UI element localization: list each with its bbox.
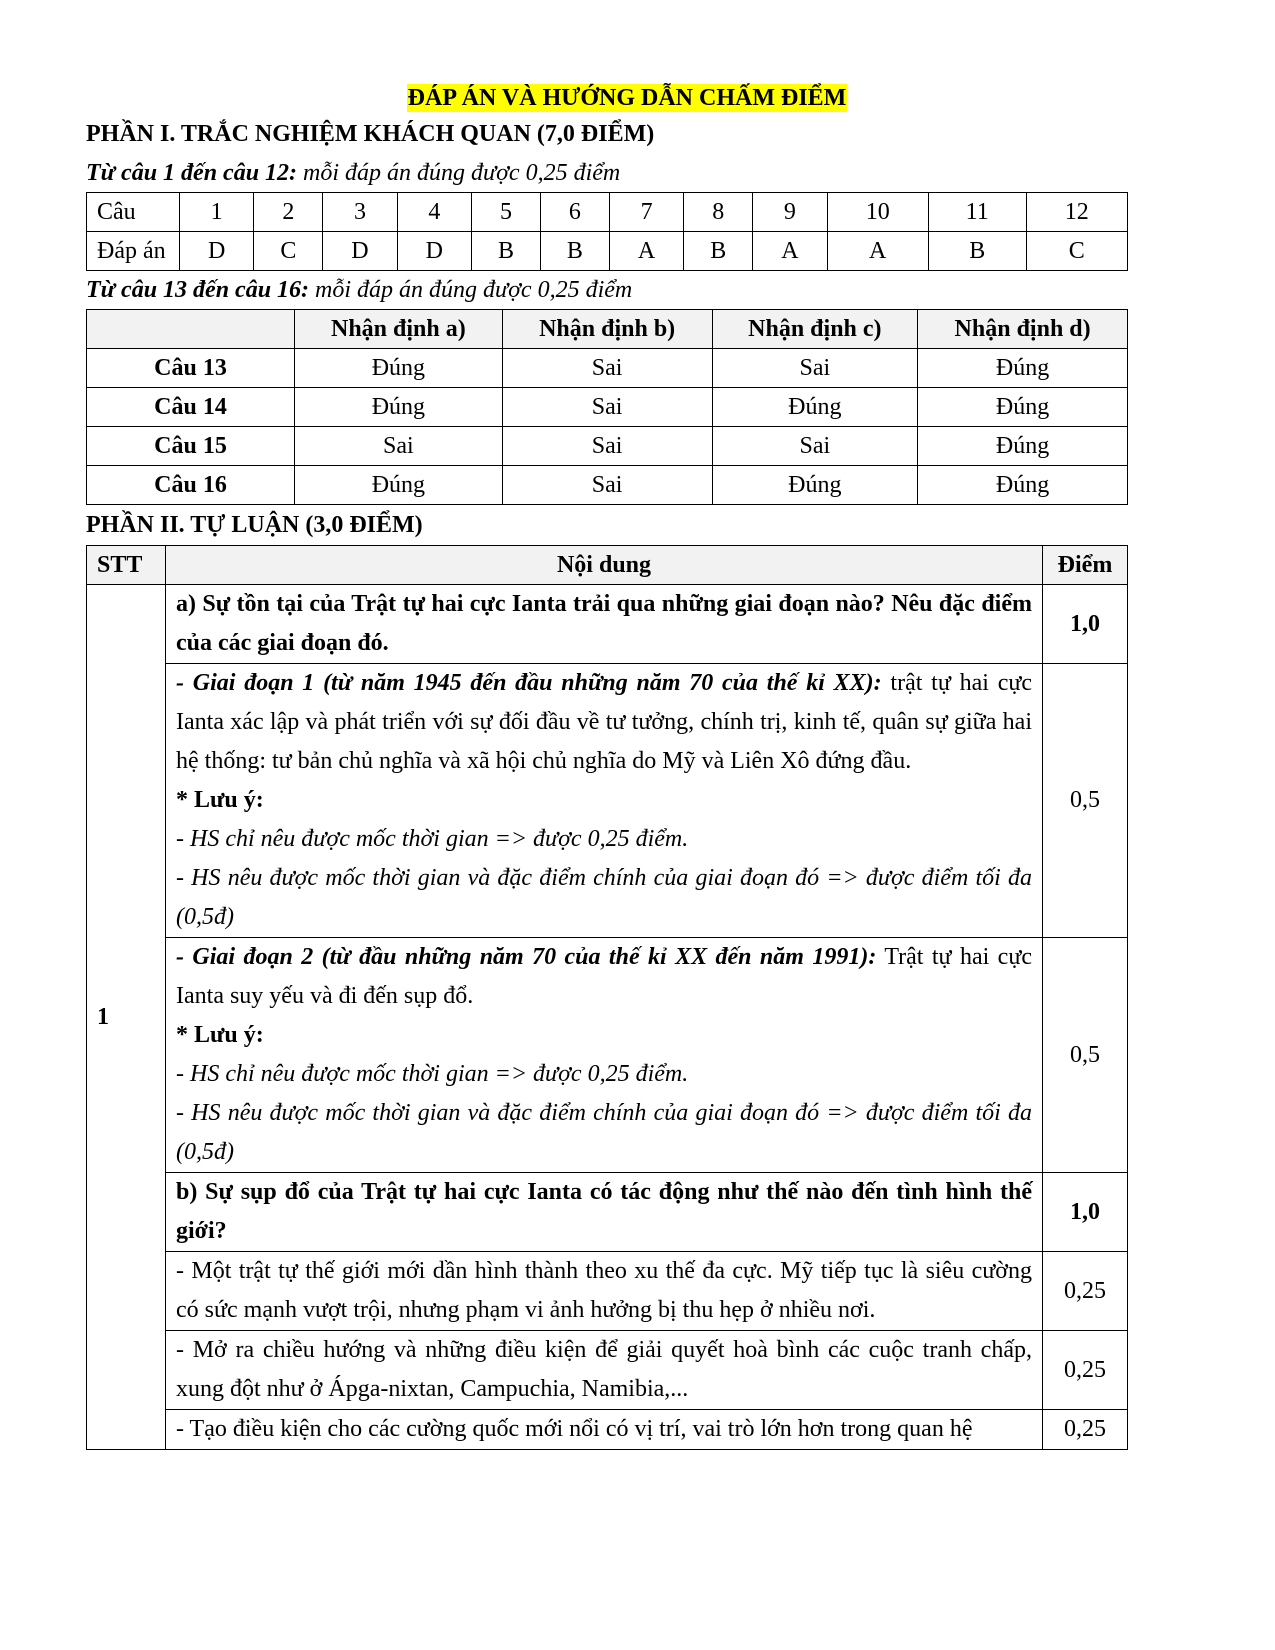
rubric-row-impact-2 — [87, 1331, 1128, 1410]
answer-cell: Đúng — [918, 388, 1128, 427]
rubric-row-impact-1 — [87, 1252, 1128, 1331]
rubric-row-question-b — [87, 1173, 1128, 1252]
answer-cell: C — [1026, 232, 1127, 271]
answer-cell: Đúng — [918, 466, 1128, 505]
question-number: 3 — [323, 193, 397, 232]
impact-text: - Mở ra chiều hướng và những điều kiện để giải quyết hoà bình các cuộc tranh chấp, xung đột như ở Ápga-nixtan, Campuchia, Namibia,... — [166, 1331, 1043, 1410]
question-number: 9 — [753, 193, 827, 232]
question-number: 2 — [254, 193, 323, 232]
stage-2-lead: - Giai đoạn 2 (từ đầu những năm 70 của thế kỉ XX đến năm 1991): — [176, 944, 877, 970]
header-score: Điểm — [1043, 546, 1128, 585]
true-false-table — [86, 309, 1128, 505]
rubric-row-stage-1 — [87, 664, 1128, 938]
table-row — [87, 466, 1128, 505]
header-empty — [87, 310, 295, 349]
answer-cell: Đúng — [712, 388, 918, 427]
table-row — [87, 349, 1128, 388]
stage-2-content — [166, 938, 1043, 1173]
question-number: 7 — [609, 193, 683, 232]
question-b-text: b) Sự sụp đổ của Trật tự hai cực Ianta có tác động như thế nào đến tình hình thế giới? — [166, 1173, 1043, 1252]
section-b-label: Từ câu 13 đến câu 16: — [86, 277, 310, 303]
header-stt: STT — [87, 546, 166, 585]
answer-cell: B — [540, 232, 609, 271]
question-number: 1 — [180, 193, 254, 232]
note-label: * Lưu ý: — [176, 1022, 264, 1048]
question-a-text: a) Sự tồn tại của Trật tự hai cực Ianta trải qua những giai đoạn nào? Nêu đặc điểm của các giai đoạn đó. — [166, 585, 1043, 664]
stage-1-text: trật tự hai cực Ianta xác lập và phát triển với sự đối đầu về tư tưởng, chính trị, kinh tế, quân sự giữa hai hệ thống: tư bản chủ nghĩa và xã hội chủ nghĩa do Mỹ và Liên Xô đứng đầu. — [176, 670, 1033, 774]
section-a-note: mỗi đáp án đúng được 0,25 điểm — [297, 160, 621, 186]
part1-heading: PHẦN I. TRẮC NGHIỆM KHÁCH QUAN (7,0 ĐIỂM) — [86, 121, 655, 147]
answer-cell: B — [684, 232, 753, 271]
question-number: 10 — [827, 193, 928, 232]
mcq-answer-table — [86, 192, 1128, 271]
answer-cell: Sai — [295, 427, 503, 466]
score-cell: 0,5 — [1043, 664, 1128, 938]
answer-cell: B — [471, 232, 540, 271]
answer-cell: Đúng — [918, 427, 1128, 466]
note-label: * Lưu ý: — [176, 787, 264, 813]
table-row — [87, 388, 1128, 427]
stage-1-content — [166, 664, 1043, 938]
essay-rubric-table — [86, 545, 1128, 1450]
answer-cell: D — [323, 232, 397, 271]
section-b-note: mỗi đáp án đúng được 0,25 điểm — [309, 277, 633, 303]
title-wrap — [86, 84, 1128, 114]
table-header-row — [87, 310, 1128, 349]
answer-cell: A — [827, 232, 928, 271]
question-number: 6 — [540, 193, 609, 232]
question-number: 12 — [1026, 193, 1127, 232]
answer-cell: Sai — [712, 427, 918, 466]
score-cell: 0,25 — [1043, 1252, 1128, 1331]
note-line: - HS chỉ nêu được mốc thời gian => được 0,25 điểm. — [176, 826, 689, 852]
answer-cell: Đúng — [295, 388, 503, 427]
question-label: Câu 14 — [87, 388, 295, 427]
rubric-row-impact-3 — [87, 1410, 1128, 1450]
question-label: Câu 16 — [87, 466, 295, 505]
note-line: - HS chỉ nêu được mốc thời gian => được 0,25 điểm. — [176, 1061, 689, 1087]
question-label: Câu 15 — [87, 427, 295, 466]
header-statement-a: Nhận định a) — [295, 310, 503, 349]
answer-cell: B — [928, 232, 1026, 271]
answer-cell: Đúng — [712, 466, 918, 505]
answer-cell: Đúng — [295, 466, 503, 505]
answer-cell: D — [180, 232, 254, 271]
note-line: - HS nêu được mốc thời gian và đặc điểm chính của giai đoạn đó => được điểm tối đa (0,5đ) — [176, 1100, 1032, 1165]
answer-cell: Sai — [502, 466, 712, 505]
question-number: 4 — [397, 193, 471, 232]
answer-row — [87, 232, 1128, 271]
question-number: 1 — [87, 585, 166, 1450]
score-cell: 0,25 — [1043, 1410, 1128, 1450]
answer-cell: A — [753, 232, 827, 271]
score-cell: 0,5 — [1043, 938, 1128, 1173]
question-number: 5 — [471, 193, 540, 232]
answer-cell: Sai — [502, 388, 712, 427]
part1-section-a-caption — [86, 154, 1128, 192]
rubric-row-stage-2 — [87, 938, 1128, 1173]
answer-cell: Đúng — [918, 349, 1128, 388]
table-header-row — [87, 546, 1128, 585]
answer-cell: Đúng — [295, 349, 503, 388]
stage-2-text: Trật tự hai cực Ianta suy yếu và đi đến sụp đổ. — [176, 944, 1032, 1009]
answer-cell: D — [397, 232, 471, 271]
answer-cell: C — [254, 232, 323, 271]
part2-heading: PHẦN II. TỰ LUẬN (3,0 ĐIỂM) — [86, 512, 423, 538]
header-content: Nội dung — [166, 546, 1043, 585]
score-cell: 0,25 — [1043, 1331, 1128, 1410]
answer-cell: Sai — [712, 349, 918, 388]
impact-text: - Tạo điều kiện cho các cường quốc mới nổi có vị trí, vai trò lớn hơn trong quan hệ — [166, 1410, 1043, 1450]
stage-1-lead: - Giai đoạn 1 (từ năm 1945 đến đầu những năm 70 của thế kỉ XX): — [176, 670, 882, 696]
document-title: ĐÁP ÁN VÀ HƯỚNG DẪN CHẤM ĐIỂM — [407, 85, 847, 111]
header-statement-d: Nhận định d) — [918, 310, 1128, 349]
question-number-row — [87, 193, 1128, 232]
note-line: - HS nêu được mốc thời gian và đặc điểm chính của giai đoạn đó => được điểm tối đa (0,5đ) — [176, 865, 1032, 930]
answer-key-page — [86, 84, 1128, 1450]
answer-cell: A — [609, 232, 683, 271]
rubric-row-question-a — [87, 585, 1128, 664]
table-row — [87, 427, 1128, 466]
header-statement-c: Nhận định c) — [712, 310, 918, 349]
row-header-question: Câu — [87, 193, 180, 232]
row-header-answer: Đáp án — [87, 232, 180, 271]
score-cell: 1,0 — [1043, 585, 1128, 664]
score-cell: 1,0 — [1043, 1173, 1128, 1252]
section-a-label: Từ câu 1 đến câu 12: — [86, 160, 298, 186]
question-number: 8 — [684, 193, 753, 232]
part1-section-b-caption — [86, 271, 1128, 309]
answer-cell: Sai — [502, 349, 712, 388]
impact-text: - Một trật tự thế giới mới dần hình thành theo xu thế đa cực. Mỹ tiếp tục là siêu cường có sức mạnh vượt trội, nhưng phạm vi ảnh hưởng bị thu hẹp ở nhiều nơi. — [166, 1252, 1043, 1331]
question-number: 11 — [928, 193, 1026, 232]
answer-cell: Sai — [502, 427, 712, 466]
header-statement-b: Nhận định b) — [502, 310, 712, 349]
question-label: Câu 13 — [87, 349, 295, 388]
